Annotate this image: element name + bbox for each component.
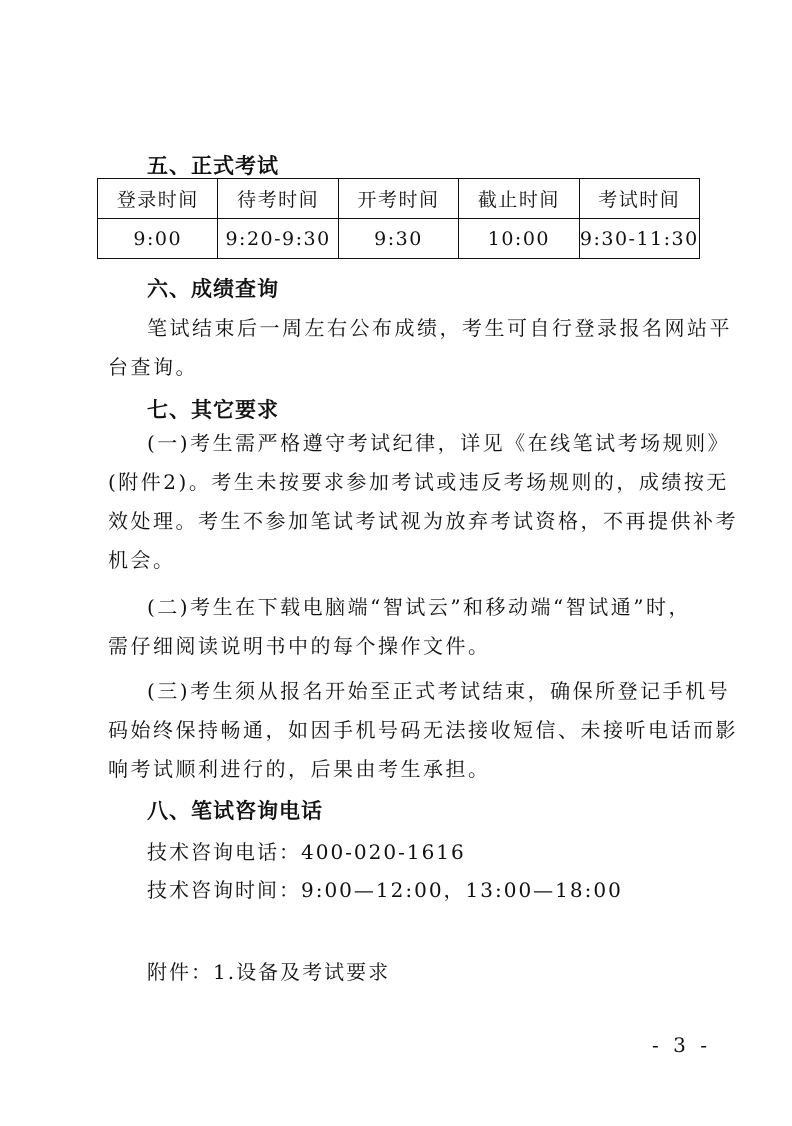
section5-heading: 五、正式考试	[147, 154, 279, 178]
paragraph-line: 响考试顺利进行的，后果由考生承担。	[108, 757, 491, 781]
paragraph-line: (一)考生需严格遵守考试纪律，详见《在线笔试考场规则》	[147, 431, 731, 455]
paragraph-line: (二)考生在下载电脑端“智试云”和移动端“智试通”时，	[147, 595, 692, 619]
page-number: - 3 -	[652, 1033, 711, 1057]
table-header-cell: 截止时间	[459, 179, 579, 219]
paragraph-line: (附件2)。考生未按要求参加考试或违反考场规则的，成绩按无	[108, 470, 729, 494]
table-row	[98, 219, 700, 259]
table-cell: 9:20-9:30	[218, 219, 338, 259]
section7-item2-paragraph	[108, 588, 698, 666]
section6-paragraph	[108, 309, 732, 387]
paragraph-line: 笔试结束后一周左右公布成绩，考生可自行登录报名网站平	[147, 316, 732, 340]
paragraph-line: 台查询。	[108, 355, 198, 379]
paragraph-line: 需仔细阅读说明书中的每个操作文件。	[108, 634, 491, 658]
section7-item3-paragraph	[108, 672, 738, 789]
table-header-cell: 登录时间	[98, 179, 218, 219]
table-cell: 9:00	[98, 219, 218, 259]
table-cell: 10:00	[459, 219, 579, 259]
section6-heading: 六、成绩查询	[147, 277, 279, 301]
section7-heading: 七、其它要求	[147, 398, 279, 422]
paragraph-line: (三)考生须从报名开始至正式考试结束，确保所登记手机号	[147, 679, 731, 703]
table-header-cell: 待考时间	[218, 179, 338, 219]
section8-heading: 八、笔试咨询电话	[147, 799, 323, 823]
paragraph-line: 码始终保持畅通，如因手机号码无法接收短信、未接听电话而影	[108, 718, 738, 742]
table-header-cell: 考试时间	[579, 179, 699, 219]
table-header-cell: 开考时间	[338, 179, 458, 219]
exam-schedule-table	[97, 178, 700, 259]
table-cell: 9:30-11:30	[579, 219, 699, 259]
section7-item1-paragraph	[108, 424, 738, 580]
tech-support-phone: 技术咨询电话：400-020-1616	[147, 840, 466, 864]
paragraph-line: 效处理。考生不参加笔试考试视为放弃考试资格，不再提供补考	[108, 509, 738, 533]
paragraph-line: 机会。	[108, 548, 176, 572]
table-cell: 9:30	[338, 219, 458, 259]
tech-support-hours: 技术咨询时间：9:00—12:00，13:00—18:00	[147, 878, 623, 902]
attachment-note: 附件：1.设备及考试要求	[147, 960, 391, 984]
table-header-row	[98, 179, 700, 219]
